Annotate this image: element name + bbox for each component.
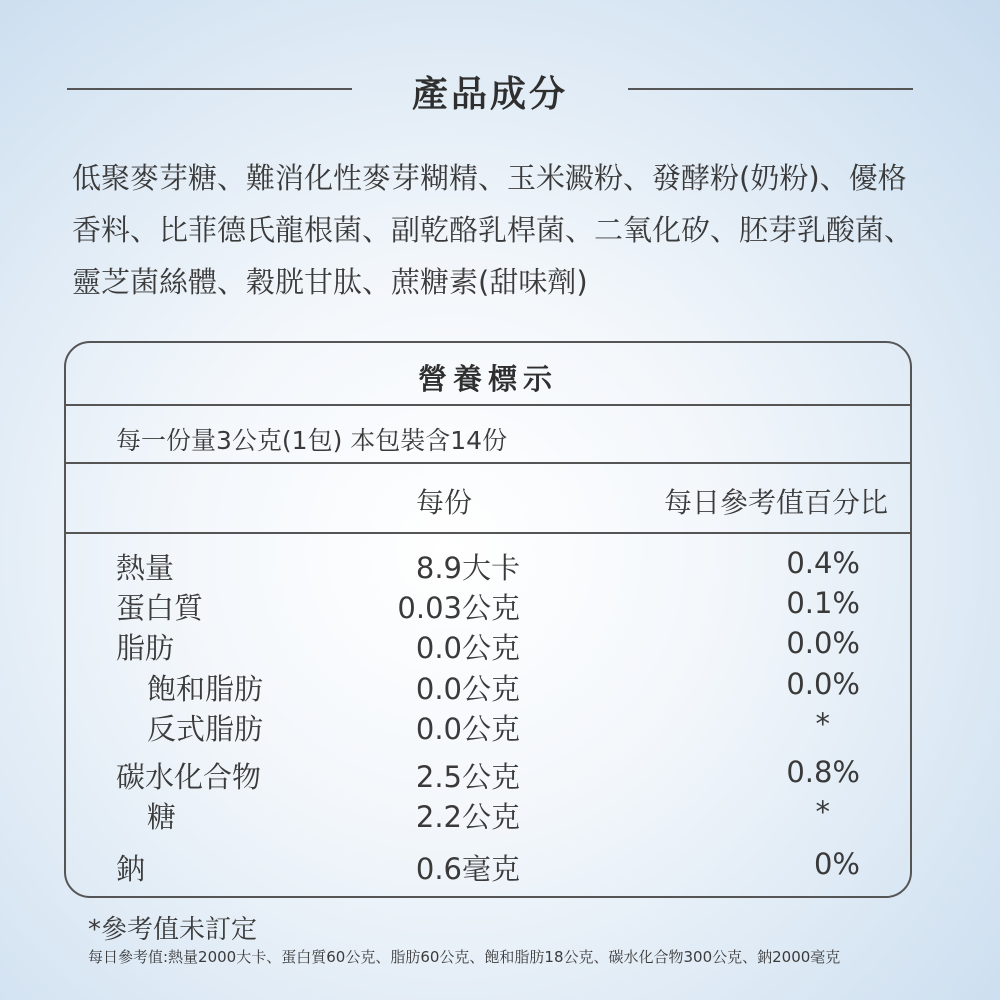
nutrient-per-serving: 0.0公克: [415, 672, 520, 706]
nutrient-per-serving: 2.5公克: [415, 760, 520, 794]
nutrient-daily-value: 0.8%: [786, 755, 860, 789]
nutrient-name: 糖: [147, 800, 177, 834]
nutrition-facts-panel: [64, 341, 912, 898]
nutrient-row-trans-fat: [66, 707, 910, 747]
nutrition-title: 營養標示: [417, 362, 558, 396]
column-header-daily-value: 每日參考值百分比: [663, 486, 888, 519]
nutrient-row-sugar: [66, 795, 910, 835]
nutrient-daily-value: *: [815, 795, 830, 829]
column-header-per-serving: 每份: [416, 486, 473, 519]
ingredients-line: 香料、比菲德氏龍根菌、副乾酪乳桿菌、二氧化矽、胚芽乳酸菌、: [72, 213, 914, 247]
title-rule-right: [628, 88, 913, 90]
nutrient-row-saturated-fat: [66, 667, 910, 707]
title-rule-left: [67, 88, 352, 90]
nutrient-per-serving: 0.0公克: [415, 712, 520, 746]
nutrient-name: 脂肪: [116, 631, 175, 665]
nutrient-per-serving: 8.9大卡: [415, 551, 520, 585]
nutrient-daily-value: *: [815, 707, 830, 741]
nutrient-row-fat: [66, 626, 910, 666]
ingredients-line: 低聚麥芽糖、難消化性麥芽糊精、玉米澱粉、發酵粉(奶粉)、優格: [72, 161, 907, 195]
ingredients-line: 靈芝菌絲體、穀胱甘肽、蔗糖素(甜味劑): [72, 265, 588, 299]
nutrient-daily-value: 0.1%: [786, 586, 860, 620]
footnote-daily-reference: 每日參考值:熱量2000大卡、蛋白質60公克、脂肪60公克、飽和脂肪18公克、碳水化合物300公克、鈉2000毫克: [88, 948, 841, 966]
ingredients-title: 產品成分: [411, 74, 568, 115]
nutrient-row-calories: [66, 546, 910, 586]
nutrient-per-serving: 0.6毫克: [415, 852, 520, 886]
nutrient-daily-value: 0.0%: [786, 626, 860, 660]
nutrient-per-serving: 0.0公克: [415, 631, 520, 665]
nutrient-daily-value: 0%: [813, 847, 860, 881]
nutrient-per-serving: 2.2公克: [415, 800, 520, 834]
nutrient-name: 鈉: [116, 852, 146, 886]
nutrient-name: 蛋白質: [116, 591, 204, 625]
nutrient-row-protein: [66, 586, 910, 626]
nutrient-name: 碳水化合物: [116, 760, 262, 794]
ingredients-list: [72, 152, 942, 308]
footnote-not-established: *參考值未訂定: [88, 915, 258, 945]
nutrient-name: 反式脂肪: [147, 712, 264, 746]
divider: [66, 462, 910, 464]
nutrient-name: 飽和脂肪: [147, 672, 264, 706]
nutrient-per-serving: 0.03公克: [397, 591, 520, 625]
divider: [66, 532, 910, 534]
serving-info: 每一份量3公克(1包) 本包裝含14份: [116, 426, 508, 455]
nutrient-daily-value: 0.4%: [786, 546, 860, 580]
divider: [66, 404, 910, 406]
nutrient-row-carbohydrate: [66, 755, 910, 795]
nutrient-row-sodium: [66, 847, 910, 887]
nutrient-name: 熱量: [116, 551, 175, 585]
nutrient-daily-value: 0.0%: [786, 667, 860, 701]
